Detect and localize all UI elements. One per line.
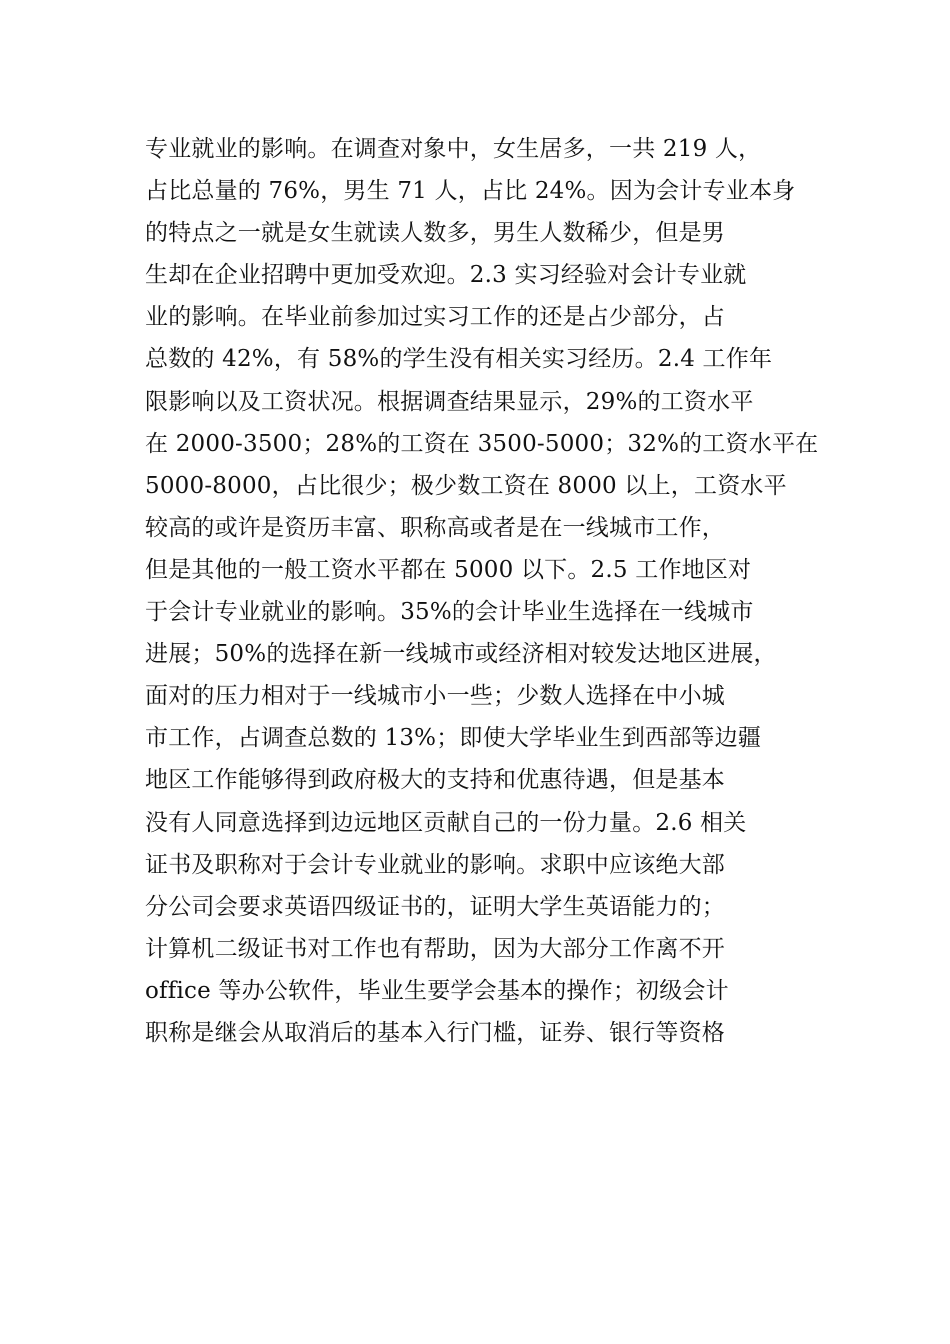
text-line: 在 2000-3500；28%的工资在 3500-5000；32%的工资水平在 (145, 430, 819, 457)
text-line: 职称是继会从取消后的基本入行门槛，证券、银行等资格 (145, 1019, 725, 1046)
text-line: 总数的 42%，有 58%的学生没有相关实习经历。2.4 工作年 (145, 346, 773, 373)
text-line: 市工作，占调查总数的 13%；即使大学毕业生到西部等边疆 (145, 725, 762, 752)
text-line: 没有人同意选择到边远地区贡献自己的一份力量。2.6 相关 (145, 809, 747, 836)
text-line: 占比总量的 76%，男生 71 人，占比 24%。因为会计专业本身 (145, 178, 796, 205)
text-line: 限影响以及工资状况。根据调查结果显示，29%的工资水平 (145, 388, 754, 415)
text-line: 但是其他的一般工资水平都在 5000 以下。2.5 工作地区对 (145, 556, 752, 583)
text-line: 生却在企业招聘中更加受欢迎。2.3 实习经验对会计专业就 (145, 262, 747, 289)
text-line: 业的影响。在毕业前参加过实习工作的还是占少部分，占 (145, 304, 725, 331)
body-text (145, 128, 819, 1054)
text-line: 面对的压力相对于一线城市小一些；少数人选择在中小城 (145, 683, 725, 710)
text-line: 证书及职称对于会计专业就业的影响。求职中应该绝大部 (145, 851, 725, 878)
text-line: 5000-8000，占比很少；极少数工资在 8000 以上，工资水平 (145, 472, 787, 499)
text-line: 地区工作能够得到政府极大的支持和优惠待遇，但是基本 (145, 767, 725, 794)
text-line: 于会计专业就业的影响。35%的会计毕业生选择在一线城市 (145, 599, 754, 626)
text-line: 专业就业的影响。在调查对象中，女生居多，一共 219 人， (145, 136, 762, 162)
text-line: 进展；50%的选择在新一线城市或经济相对较发达地区进展， (145, 641, 777, 668)
text-line: 分公司会要求英语四级证书的，证明大学生英语能力的； (145, 893, 725, 920)
text-line: 的特点之一就是女生就读人数多，男生人数稀少，但是男 (145, 220, 725, 247)
text-line: office 等办公软件，毕业生要学会基本的操作；初级会计 (145, 977, 729, 1004)
text-line: 计算机二级证书对工作也有帮助，因为大部分工作离不开 (145, 935, 725, 962)
text-line: 较高的或许是资历丰富、职称高或者是在一线城市工作， (145, 514, 725, 541)
